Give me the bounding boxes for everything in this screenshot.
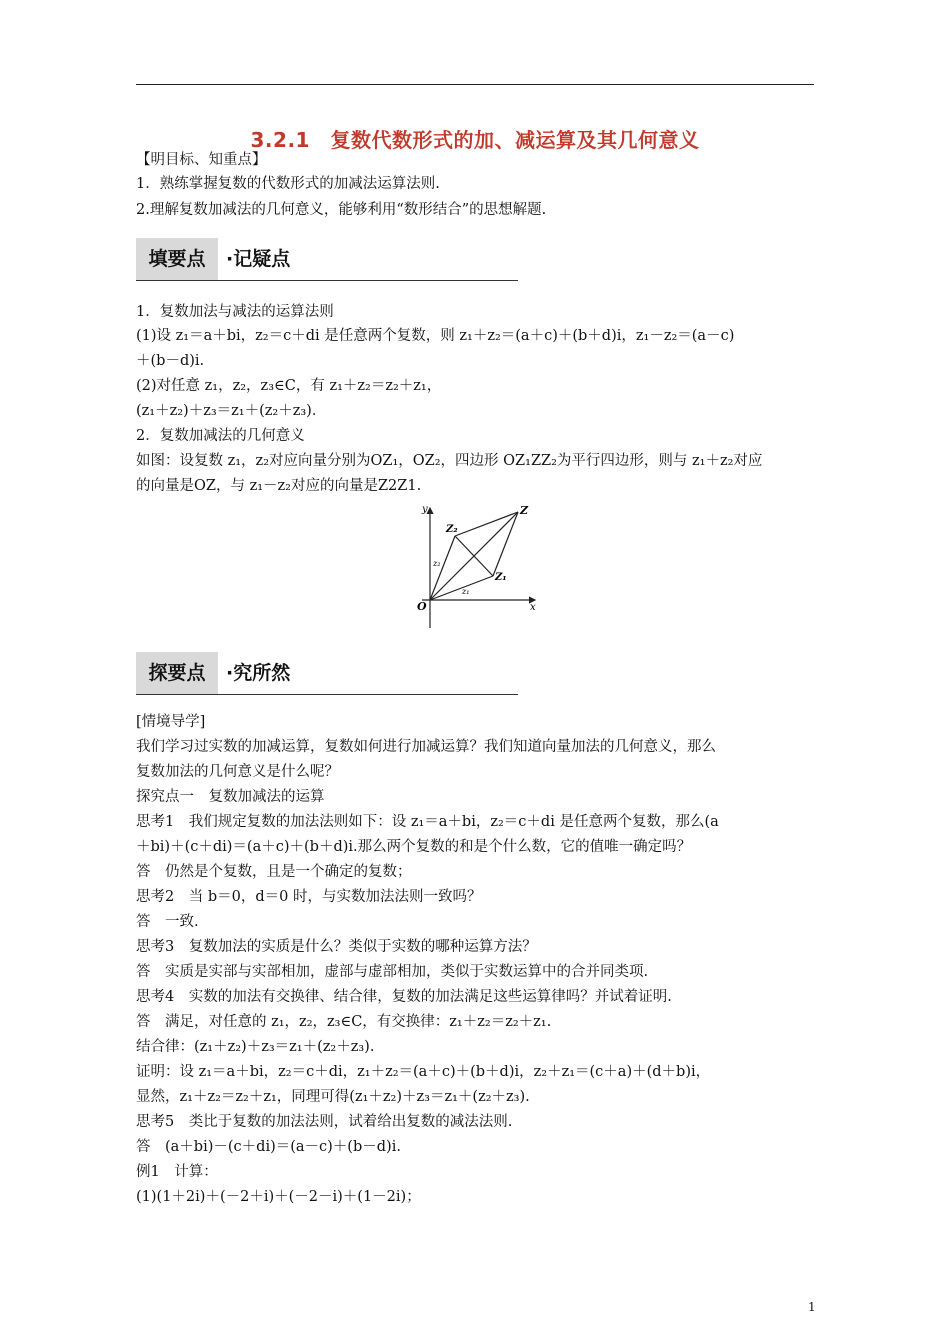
text-line: 显然，z₁＋z₂＝z₂＋z₁，同理可得(z₁＋z₂)＋z₃＝z₁＋(z₂＋z₃). xyxy=(136,1089,530,1105)
text-line: 2．复数加减法的几何意义 xyxy=(136,428,305,444)
text-line: 答 仍然是个复数，且是一个确定的复数； xyxy=(136,864,412,880)
top-rule xyxy=(136,84,814,85)
text-line: 思考3 复数加法的实质是什么？类似于实数的哪种运算方法？ xyxy=(136,939,537,955)
text-line: 思考4 实数的加法有交换律、结合律，复数的加法满足这些运算律吗？并试着证明. xyxy=(136,989,672,1005)
text-line: ＋(b－d)i. xyxy=(136,353,205,369)
goal-item: 2.理解复数加减法的几何意义，能够利用“数形结合”的思想解题. xyxy=(136,202,547,218)
side-z2z xyxy=(455,512,518,536)
page-number: 1 xyxy=(808,1300,816,1314)
y-label: y xyxy=(422,504,428,515)
goal-item: 1．熟练掌握复数的代数形式的加减法运算法则. xyxy=(136,176,440,192)
page-title: 3.2.1 复数代数形式的加、减运算及其几何意义 xyxy=(250,128,700,152)
text-line: ＋bi)＋(c＋di)＝(a＋c)＋(b＋d)i.那么两个复数的和是个什么数，它的值唯一确定吗？ xyxy=(136,839,692,855)
text-line: 证明：设 z₁＝a＋bi，z₂＝c＋di，z₁＋z₂＝(a＋c)＋(b＋d)i，z₂＋z₁＝(c＋a)＋(d＋b)i， xyxy=(136,1064,711,1080)
text-line: 我们学习过实数的加减运算，复数如何进行加减运算？我们知道向量加法的几何意义，那么 xyxy=(136,739,716,755)
text-line: 探究点一 复数加减法的运算 xyxy=(136,789,325,805)
text-line: 1．复数加法与减法的运算法则 xyxy=(136,304,334,320)
z2-label: Z₂ xyxy=(446,524,458,535)
text-line: 思考2 当 b＝0，d＝0 时，与实数加法法则一致吗？ xyxy=(136,889,482,905)
section-header-1 xyxy=(136,238,518,281)
text-line: 结合律：(z₁＋z₂)＋z₃＝z₁＋(z₂＋z₃). xyxy=(136,1039,375,1055)
text-line: (1)(1＋2i)＋(－2＋i)＋(－2－i)＋(1－2i)； xyxy=(136,1189,421,1205)
section-subtitle: ·记疑点 xyxy=(226,248,291,270)
goals-heading: 【明目标、知重点】 xyxy=(136,152,267,168)
text-line: [情境导学] xyxy=(136,714,206,730)
text-line: 思考1 我们规定复数的加法法则如下：设 z₁＝a＋bi，z₂＝c＋di 是任意两个复数，那么(a xyxy=(136,814,719,830)
text-line: 答 (a＋bi)－(c＋di)＝(a－c)＋(b－d)i. xyxy=(136,1139,401,1155)
seg-z2-label: z₂ xyxy=(433,559,441,568)
text-line: 答 满足，对任意的 z₁，z₂，z₃∈C，有交换律：z₁＋z₂＝z₂＋z₁. xyxy=(136,1014,552,1030)
section-tab: 探要点 xyxy=(136,652,218,694)
z-label: Z xyxy=(520,504,529,517)
parallelogram-figure xyxy=(400,500,550,630)
text-line: 答 实质是实部与实部相加，虚部与虚部相加，类似于实数运算中的合并同类项. xyxy=(136,964,649,980)
text-line: 例1 计算： xyxy=(136,1164,218,1180)
text-line: (z₁＋z₂)＋z₃＝z₁＋(z₂＋z₃)． xyxy=(136,403,327,419)
text-line: 答 一致. xyxy=(136,914,199,930)
text-line: 如图：设复数 z₁，z₂对应向量分别为OZ₁，OZ₂，四边形 OZ₁ZZ₂为平行四边形，则与 z₁＋z₂对应 xyxy=(136,453,763,469)
text-line: 复数加法的几何意义是什么呢？ xyxy=(136,764,339,780)
z1-label: Z₁ xyxy=(495,572,507,583)
x-label: x xyxy=(530,602,536,613)
origin-label: O xyxy=(417,600,427,613)
seg-z1-label: z₁ xyxy=(462,587,470,596)
section-tab: 填要点 xyxy=(136,238,218,280)
section-header-2 xyxy=(136,652,518,695)
vector-oz2 xyxy=(430,536,455,600)
side-z1z xyxy=(493,512,518,576)
section-subtitle: ·究所然 xyxy=(226,662,291,684)
text-line: (1)设 z₁＝a＋bi，z₂＝c＋di 是任意两个复数，则 z₁＋z₂＝(a＋c)＋(b＋d)i，z₁－z₂＝(a－c) xyxy=(136,328,735,344)
text-line: 思考5 类比于复数的加法法则，试着给出复数的减法法则. xyxy=(136,1114,513,1130)
text-line: 的向量是OZ，与 z₁－z₂对应的向量是Z2Z1. xyxy=(136,478,422,494)
text-line: (2)对任意 z₁，z₂，z₃∈C，有 z₁＋z₂＝z₂＋z₁， xyxy=(136,378,442,394)
